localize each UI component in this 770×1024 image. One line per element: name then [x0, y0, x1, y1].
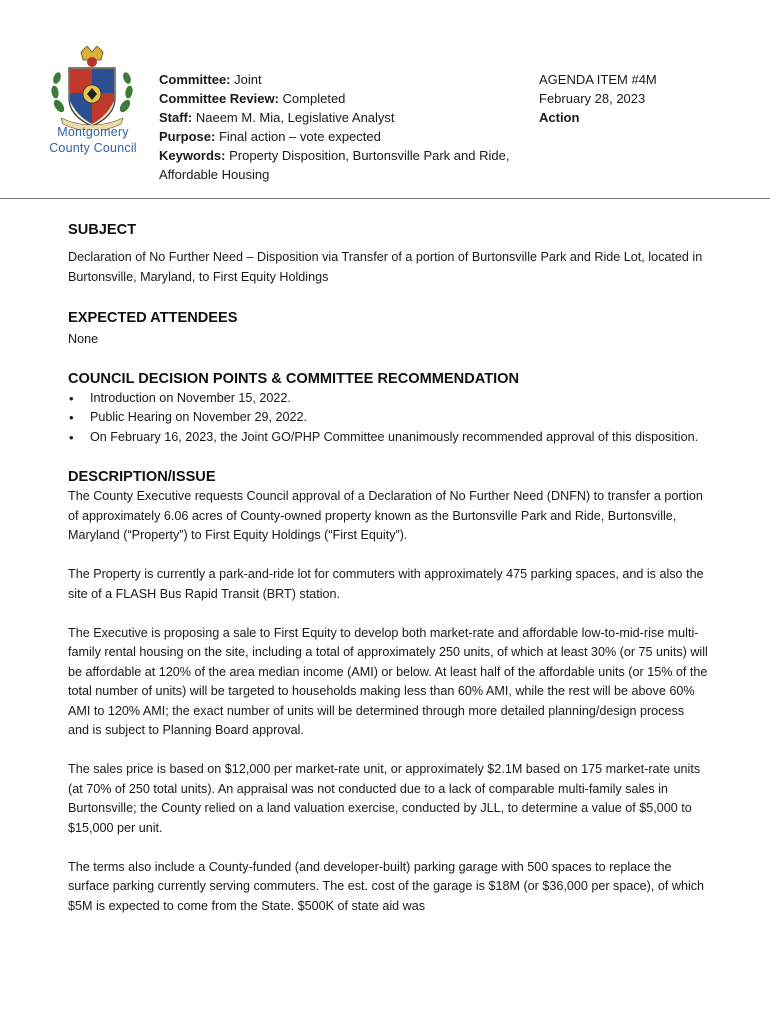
list-item: • Introduction on November 15, 2022. — [68, 389, 708, 409]
purpose-value: Final action – vote expected — [218, 129, 381, 144]
council-heading: COUNCIL DECISION POINTS & COMMITTEE RECOMMENDATION — [68, 370, 520, 387]
staff-label: Staff: — [159, 110, 193, 125]
committee-label: Committee: — [159, 72, 231, 87]
keywords-value-line2: Affordable Housing — [159, 167, 270, 182]
keywords-label: Keywords: — [159, 148, 226, 163]
agenda-date: February 28, 2023 — [539, 91, 646, 106]
committee-value: Joint — [234, 72, 262, 87]
council-section — [68, 369, 708, 448]
header-divider — [0, 198, 770, 199]
keywords-value-line1: Property Disposition, Burtonsville Park and Ride, — [229, 148, 510, 163]
attendees-text: None — [68, 332, 99, 346]
description-paragraph: The County Executive requests Council approval of a Declaration of No Further Need (DNFN) to transfer a portion of approximately 6.06 acres of County-owned property known as the Burtonsville Park and Ride, Burtonsville, Maryland (“Property”) to First Equity Holdings (“First Equity”). — [68, 489, 703, 542]
agenda-info — [539, 70, 657, 127]
review-row — [159, 89, 509, 108]
staff-value: Naeem M. Mia, Legislative Analyst — [195, 110, 395, 125]
description-paragraph: The terms also include a County-funded (and developer-built) parking garage with 500 spaces to replace the surface parking currently serving commuters. The est. cost of the garage is $18M (or $36,000 per space), of which $5M is expected to come from the State. $500K of state aid was — [68, 859, 705, 913]
council-decision-list — [68, 389, 708, 448]
agenda-item-number: AGENDA ITEM #4M — [539, 72, 657, 87]
description-paragraph: The sales price is based on $12,000 per market-rate unit, or approximately $2.1M based on 175 market-rate units (at 70% of 250 total units). An appraisal was not conducted due to a lack of comparable multi-family sales in Burtonsville; the County relied on a land valuation exercise, conducted by JLL, to determine a value of $5,000 to $15,000 per unit. — [68, 762, 701, 835]
subject-heading: SUBJECT — [68, 222, 137, 238]
attendees-section — [68, 308, 708, 350]
org-name-line2: County Council — [49, 141, 137, 155]
description-paragraph: The Property is currently a park-and-ride lot for commuters with approximately 475 parking spaces, and is also the site of a FLASH Bus Rapid Transit (BRT) station. — [68, 567, 704, 601]
review-value: Completed — [282, 91, 346, 106]
list-item: • On February 16, 2023, the Joint GO/PHP Committee unanimously recommended approval of this disposition. — [68, 428, 708, 448]
agenda-action: Action — [539, 110, 580, 125]
org-name-line1: Montgomery — [57, 125, 129, 139]
purpose-row — [159, 127, 509, 146]
staff-row — [159, 108, 509, 127]
meeting-metadata — [159, 70, 509, 184]
committee-row — [159, 70, 509, 89]
subject-text: Declaration of No Further Need – Disposition via Transfer of a portion of Burtonsville Park and Ride Lot, located in Burtonsville, Maryland, to First Equity Holdings — [68, 250, 703, 284]
document-body — [68, 220, 708, 936]
purpose-label: Purpose: — [159, 129, 216, 144]
org-name — [38, 124, 148, 156]
description-heading: DESCRIPTION/ISSUE — [68, 469, 216, 485]
attendees-heading: EXPECTED ATTENDEES — [68, 310, 238, 326]
description-section — [68, 467, 708, 916]
keywords-row — [159, 146, 509, 165]
county-seal-logo — [47, 46, 137, 130]
description-paragraph: The Executive is proposing a sale to First Equity to develop both market-rate and affordable low-to-mid-rise multi-family rental housing on the site, including a total of approximately 250 units, of which at least 30% (or 75 units) will be affordable at 120% of the area median income (AMI) or below. At least half of the affordable units (or 15% of the total number of units) will be targeted to households making less than 60% AMI, while the rest will be above 60% AMI to 120% AMI; the exact number of units will be determined through more detailed planning/design process and is subject to Planning Board approval. — [68, 625, 708, 737]
subject-section — [68, 220, 708, 287]
review-label: Committee Review: — [159, 91, 279, 106]
list-item: • Public Hearing on November 29, 2022. — [68, 408, 708, 428]
